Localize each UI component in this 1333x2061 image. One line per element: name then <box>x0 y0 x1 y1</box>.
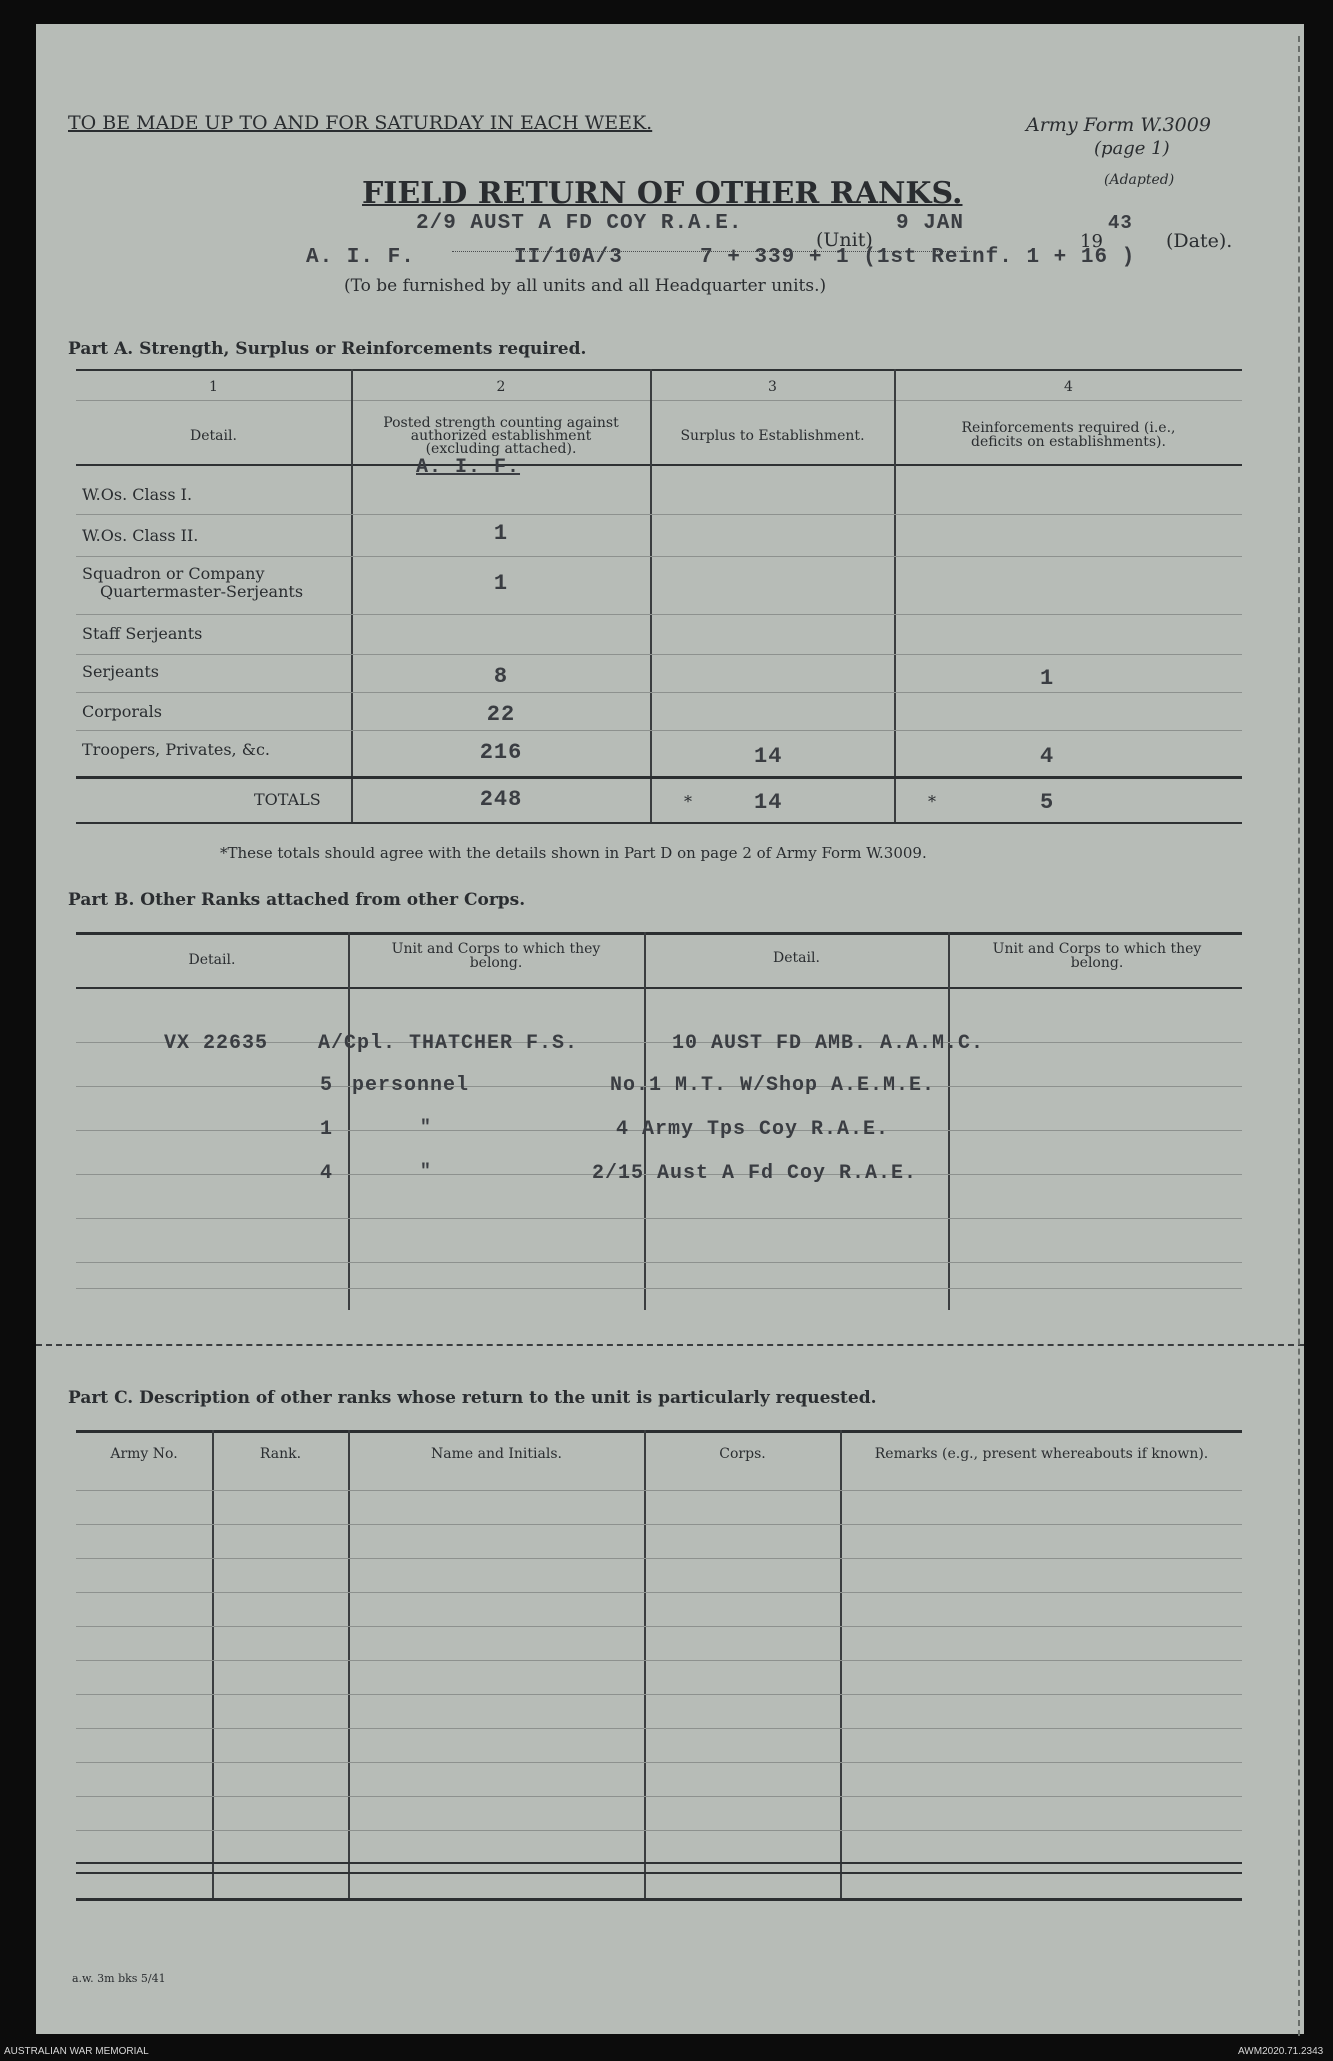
row-label-cqms-2: Quartermaster-Serjeants <box>100 582 304 601</box>
row-label-totals: TOTALS <box>254 790 321 809</box>
page-number: (page 1) <box>1094 138 1170 159</box>
row-label-staff-sgt: Staff Serjeants <box>82 624 203 643</box>
surplus-troopers: 14 <box>754 744 783 769</box>
surplus-total: 14 <box>754 790 783 815</box>
typed-aif: A. I. F. <box>306 246 415 269</box>
posted-total: 248 <box>479 787 523 812</box>
part-c-header-army-no: Army No. <box>110 1446 178 1462</box>
col-number-2: 2 <box>496 379 506 395</box>
attached-2-desc: personnel <box>352 1074 470 1097</box>
typed-date: 9 JAN <box>896 212 965 235</box>
typed-year: 43 <box>1108 212 1133 234</box>
part-a-footnote: *These totals should agree with the details shown in Part D on page 2 of Army Form W.3009. <box>220 844 927 862</box>
attached-3-ditto: " <box>420 1118 432 1138</box>
col-header-reinforcements: Reinforcements required (i.e., deficits on establishments). <box>961 420 1176 450</box>
archive-ref: AWM2020.71.2343 <box>1238 2046 1324 2057</box>
part-c-header-rank: Rank. <box>259 1446 302 1462</box>
col-number-3: 3 <box>768 379 777 395</box>
attached-2-count: 5 <box>320 1074 334 1097</box>
part-b-head-rule <box>76 987 1242 989</box>
attached-2-unit: No.1 M.T. W/Shop A.E.M.E. <box>610 1074 936 1097</box>
row-label-wo1: W.Os. Class I. <box>82 485 193 504</box>
printer-code: a.w. 3m bks 5/41 <box>72 1972 166 1985</box>
col-header-detail: Detail. <box>190 428 237 444</box>
form-number: Army Form W.3009 <box>1026 114 1211 136</box>
attached-3-unit: 4 Army Tps Coy R.A.E. <box>616 1118 890 1141</box>
right-edge-perforation <box>1298 36 1300 2036</box>
col-number-4: 4 <box>1064 379 1073 395</box>
archive-name: AUSTRALIAN WAR MEMORIAL <box>4 2046 149 2057</box>
part-b-header-detail-1: Detail. <box>188 952 236 968</box>
attached-1-unit: 10 AUST FD AMB. A.A.M.C. <box>672 1032 985 1055</box>
part-a-top-rule <box>76 369 1242 371</box>
typed-strength: 7 + 339 + 1 (1st Reinf. 1 + 16 ) <box>700 246 1136 269</box>
posted-cqms: 1 <box>493 571 509 596</box>
part-b-title: Part B. Other Ranks attached from other Corps. <box>68 890 526 910</box>
row-label-sgt: Serjeants <box>82 662 159 681</box>
posted-troopers: 216 <box>479 740 523 765</box>
typed-unit: 2/9 AUST A FD COY R.A.E. <box>416 212 743 235</box>
col-header-surplus: Surplus to Establishment. <box>680 428 865 444</box>
attached-3-count: 1 <box>320 1118 334 1141</box>
attached-4-ditto: " <box>420 1162 432 1182</box>
surplus-total-star: * <box>684 792 692 811</box>
row-label-cpl: Corporals <box>82 702 162 721</box>
reinf-total: 5 <box>1040 790 1055 815</box>
part-c-top-rule <box>76 1430 1242 1433</box>
year-prefix: 19 <box>1080 231 1103 252</box>
unit-label: (Unit) <box>816 229 873 251</box>
reinf-sgt: 1 <box>1040 666 1055 691</box>
part-c-title: Part C. Description of other ranks whose return to the unit is particularly requested. <box>68 1388 877 1408</box>
part-a-head-rule <box>76 464 1242 466</box>
col-number-1: 1 <box>209 379 218 395</box>
part-b-header-detail-2: Detail. <box>773 950 820 966</box>
part-c-header-remarks: Remarks (e.g., present whereabouts if known). <box>874 1446 1209 1462</box>
date-label: (Date). <box>1166 230 1233 252</box>
row-label-cqms: Squadron or Company <box>82 564 265 583</box>
posted-cpl: 22 <box>486 702 516 727</box>
row-label-troopers: Troopers, Privates, &c. <box>82 740 271 759</box>
col-header-posted: Posted strength counting against authorized establishment (excluding attached). <box>383 415 619 457</box>
reinf-troopers: 4 <box>1040 744 1055 769</box>
row-label-wo2: W.Os. Class II. <box>82 526 199 545</box>
typed-ref: II/10A/3 <box>514 246 623 269</box>
posted-wo2: 1 <box>493 521 509 546</box>
furnish-note: (To be furnished by all units and all Headquarter units.) <box>344 276 827 296</box>
part-b-top-rule <box>76 932 1242 935</box>
adapted-label: (Adapted) <box>1104 172 1175 188</box>
reinf-total-star: * <box>928 792 936 811</box>
attached-4-unit: 2/15 Aust A Fd Coy R.A.E. <box>592 1162 918 1185</box>
attached-4-count: 4 <box>320 1162 334 1185</box>
part-b-header-unit-2: Unit and Corps to which they belong. <box>992 941 1202 971</box>
part-c-header-name: Name and Initials. <box>431 1446 562 1462</box>
part-a-title: Part A. Strength, Surplus or Reinforcements required. <box>68 339 587 359</box>
typed-col2-aif: A. I. F. <box>416 456 521 479</box>
part-a-num-rule <box>76 400 1242 401</box>
attached-1-name: A/Cpl. THATCHER F.S. <box>318 1032 579 1055</box>
instruction-line: TO BE MADE UP TO AND FOR SATURDAY IN EACH WEEK. <box>68 112 653 134</box>
form-sheet <box>36 24 1304 2034</box>
part-c-header-corps: Corps. <box>719 1446 766 1462</box>
form-title: FIELD RETURN OF OTHER RANKS. <box>362 176 963 211</box>
perforation-line <box>36 1344 1304 1346</box>
attached-1-number: VX 22635 <box>164 1032 269 1055</box>
posted-sgt: 8 <box>493 664 509 689</box>
part-b-header-unit-1: Unit and Corps to which they belong. <box>391 941 601 971</box>
